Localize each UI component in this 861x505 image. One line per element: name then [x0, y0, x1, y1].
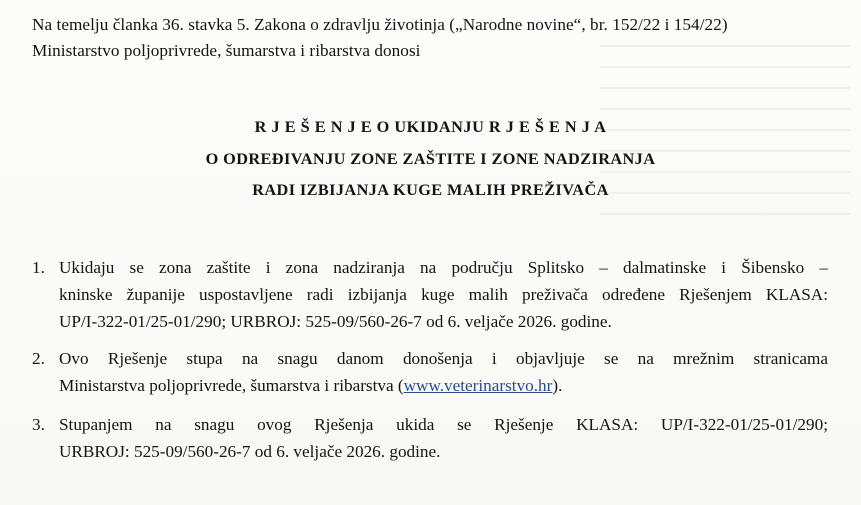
preamble-line-1: Na temelju članka 36. stavka 5. Zakona o zdravlju životinja („Narodne novine“, br. 152/22 i 154/22)	[32, 15, 728, 34]
preamble-line-2: Ministarstvo poljoprivrede, šumarstva i ribarstva donosi	[32, 41, 421, 60]
list-item-3	[32, 411, 828, 465]
item-2-line-2-suffix: ).	[552, 376, 563, 395]
item-3-line-1: Stupanjem na snagu ovog Rješenja ukida se Rješenje KLASA: UP/I-322-01/25-01/290;	[59, 415, 828, 434]
preamble	[32, 12, 847, 64]
item-2-line-1: Ovo Rješenje stupa na snagu danom donošenja i objavljuje se na mrežnim stranicama	[59, 349, 828, 368]
list-item-2	[32, 345, 828, 399]
list-item-1	[32, 254, 828, 335]
item-number: 2.	[32, 349, 45, 368]
veterinarstvo-link[interactable]: www.veterinarstvo.hr	[403, 376, 553, 395]
item-number: 3.	[32, 415, 45, 434]
item-3-line-2: URBROJ: 525-09/560-26-7 od 6. veljače 2026. godine.	[59, 442, 441, 461]
item-1-line-2: kninske županije uspostavljene radi izbijanja kuge malih preživača određene Rješenjem KLASA:	[59, 285, 828, 304]
title-line-3: RADI IZBIJANJA KUGE MALIH PREŽIVAČA	[252, 180, 609, 199]
decision-title	[0, 111, 861, 206]
item-1-line-3: UP/I-322-01/25-01/290; URBROJ: 525-09/560-26-7 od 6. veljače 2026. godine.	[59, 312, 612, 331]
item-2-line-2	[59, 372, 828, 399]
title-line-2: O ODREĐIVANJU ZONE ZAŠTITE I ZONE NADZIRANJA	[205, 148, 656, 168]
item-2-line-2-prefix: Ministarstva poljoprivrede, šumarstva i ribarstva (	[59, 376, 404, 395]
title-line-1: R J E Š E N J E O UKIDANJU R J E Š E N J A	[254, 117, 607, 136]
item-1-line-1: Ukidaju se zona zaštite i zona nadziranja na području Splitsko – dalmatinske i Šibensko –	[59, 258, 828, 277]
item-number: 1.	[32, 258, 45, 277]
